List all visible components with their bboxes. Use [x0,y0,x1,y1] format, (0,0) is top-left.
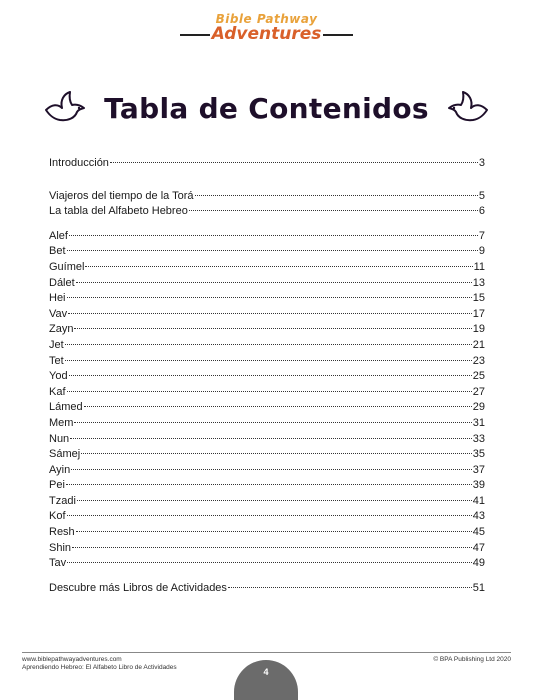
toc-entry[interactable] [49,338,485,354]
dot-leader [67,250,478,251]
dot-leader [228,587,472,588]
toc-entry-label: Tav [49,557,67,570]
toc-entry[interactable] [49,244,485,260]
toc-entry-label: Resh [49,526,75,539]
toc-entry-label: Descubre más Libros de Actividades [49,581,227,594]
toc-entry[interactable] [49,581,485,597]
toc-entry-label: Jet [49,338,64,351]
toc-entry-page: 37 [472,463,485,476]
toc-entry-page: 19 [472,323,485,336]
toc-entry-page: 3 [478,157,485,169]
logo-divider-left [180,34,210,36]
toc-entry-page: 35 [472,448,485,461]
dot-leader [69,235,478,236]
dot-leader [189,210,478,211]
toc-entry-label: Kaf [49,385,66,398]
toc-section-letters [49,229,485,572]
toc-entry[interactable] [49,291,485,307]
toc-entry-label: Kof [49,510,66,523]
dot-leader [77,500,472,501]
dot-leader [76,531,472,532]
toc-entry-label: Pei [49,479,65,492]
toc-entry-label: Lámed [49,401,83,414]
toc-entry[interactable] [49,400,485,416]
toc-entry-label: La tabla del Alfabeto Hebreo [49,205,188,218]
toc-entry[interactable] [49,385,485,401]
toc-entry[interactable] [49,276,485,292]
dot-leader [71,469,472,470]
toc-entry-label: Tzadi [49,494,76,507]
toc-entry-page: 29 [472,401,485,414]
toc-entry-label: Vav [49,307,68,320]
toc-entry-page: 45 [472,526,485,539]
toc-entry-page: 25 [472,370,485,383]
toc-entry-page: 43 [472,510,485,523]
toc-entry-label: Sámej [49,448,81,461]
toc-entry-label: Tet [49,354,64,367]
toc-entry[interactable] [49,478,485,494]
footer-divider [22,652,511,653]
dot-leader [68,313,472,314]
toc-entry-label: Yod [49,370,68,383]
toc-entry-label: Shin [49,541,72,554]
toc-entry-page: 33 [472,432,485,445]
footer-book-title: Aprendiendo Hebreo: El Alfabeto Libro de Actividades [22,664,177,671]
toc-entry-page: 21 [472,338,485,351]
toc-entry-label: Mem [49,416,74,429]
title-row [0,86,533,130]
toc-entry[interactable] [49,369,485,385]
toc-entry-page: 15 [472,292,485,305]
logo [0,12,533,44]
toc-entry[interactable] [49,494,485,510]
logo-divider-right [323,34,353,36]
toc-entry-label: Introducción [49,157,109,169]
toc-entry-label: Guímel [49,260,85,273]
dot-leader [67,391,472,392]
logo-line2: Adventures [211,24,322,44]
toc-entry[interactable] [49,204,485,220]
toc-entry[interactable] [49,189,485,205]
toc-entry-page: 27 [472,385,485,398]
toc-entry-page: 49 [472,557,485,570]
toc-entry[interactable] [49,416,485,432]
toc-entry[interactable] [49,556,485,572]
page-title: Tabla de Contenidos [104,91,429,125]
toc-entry-label: Alef [49,229,68,242]
footer-website[interactable]: www.biblepathwayadventures.com [22,656,122,663]
dot-leader [74,422,471,423]
toc-entry-label: Hei [49,292,66,305]
toc-entry[interactable] [49,525,485,541]
toc-section-torah [49,189,485,220]
dot-leader [72,547,472,548]
toc-entry-label: Nun [49,432,70,445]
toc-entry[interactable] [49,509,485,525]
dove-icon [42,90,88,126]
toc-entry-page: 9 [478,245,485,258]
dot-leader [66,484,472,485]
toc-entry[interactable] [49,322,485,338]
dot-leader [65,360,472,361]
toc-entry-page: 7 [478,229,485,242]
table-of-contents [49,156,485,596]
toc-entry-page: 39 [472,479,485,492]
dot-leader [70,438,472,439]
toc-entry-label: Dálet [49,276,75,289]
dot-leader [81,453,472,454]
dot-leader [110,162,478,163]
dot-leader [67,562,472,563]
footer-left [22,656,177,672]
toc-entry-page: 6 [478,205,485,218]
page-number: 4 [234,660,298,700]
toc-entry[interactable] [49,156,485,172]
footer-copyright: © BPA Publishing Ltd 2020 [433,656,511,663]
toc-entry[interactable] [49,260,485,276]
dove-icon [445,90,491,126]
dot-leader [84,406,472,407]
dot-leader [85,266,472,267]
dot-leader [76,282,472,283]
toc-entry-page: 5 [478,189,485,202]
toc-section-outro [49,581,485,597]
toc-entry[interactable] [49,463,485,479]
logo-line1: Bible Pathway [215,12,318,26]
dot-leader [67,515,472,516]
toc-entry-label: Zayn [49,323,74,336]
toc-entry[interactable] [49,432,485,448]
dot-leader [65,344,472,345]
toc-entry-page: 23 [472,354,485,367]
toc-entry-page: 41 [472,494,485,507]
toc-entry-page: 31 [472,416,485,429]
toc-entry-label: Bet [49,245,66,258]
toc-entry-page: 11 [473,260,485,273]
toc-entry[interactable] [49,229,485,245]
toc-entry[interactable] [49,307,485,323]
dot-leader [67,297,472,298]
toc-entry-label: Viajeros del tiempo de la Torá [49,189,194,202]
toc-entry-page: 13 [472,276,485,289]
toc-entry[interactable] [49,354,485,370]
toc-entry-label: Ayin [49,463,71,476]
toc-entry-page: 17 [472,307,485,320]
toc-entry[interactable] [49,447,485,463]
toc-entry[interactable] [49,541,485,557]
dot-leader [69,375,472,376]
toc-entry-page: 51 [472,581,485,594]
toc-section-intro [49,156,485,172]
toc-entry-page: 47 [472,541,485,554]
dot-leader [195,195,478,196]
dot-leader [74,328,471,329]
